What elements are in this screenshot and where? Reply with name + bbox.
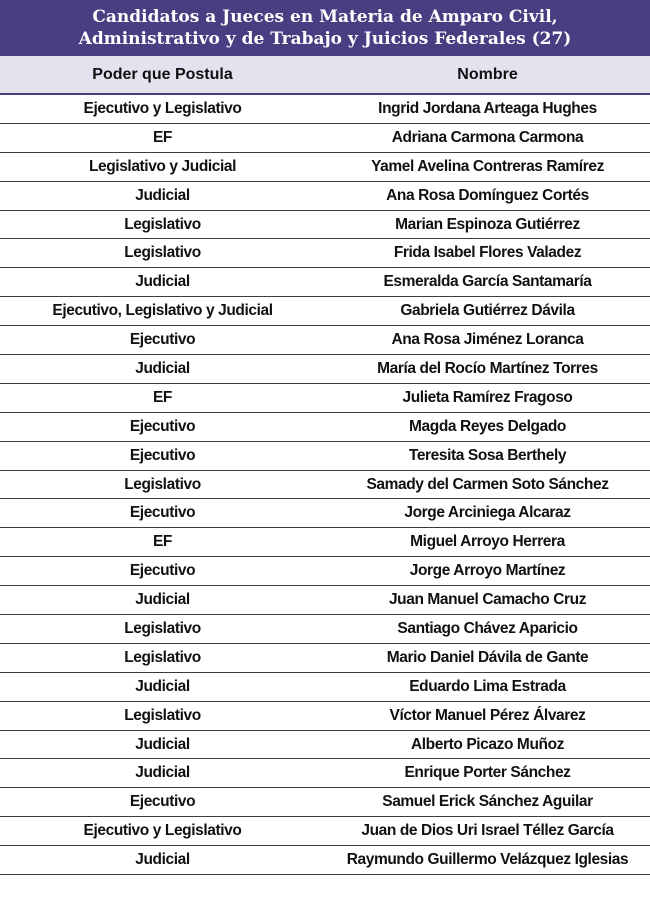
cell-nombre: Teresita Sosa Berthely — [408, 446, 567, 464]
cell-nombre: Eduardo Lima Estrada — [409, 677, 566, 695]
table-row — [0, 413, 650, 442]
cell-nombre: Juan Manuel Camacho Cruz — [388, 591, 587, 609]
cell-nombre: María del Rocío Martínez Torres — [377, 359, 598, 377]
cell-poder: Legislativo — [124, 648, 201, 666]
table-row — [0, 731, 650, 760]
cell-nombre: Frida Isabel Flores Valadez — [393, 244, 582, 262]
cell-nombre: Yamel Avelina Contreras Ramírez — [371, 157, 604, 175]
table-row — [0, 817, 650, 846]
cell-nombre: Juan de Dios Uri Israel Téllez García — [361, 822, 614, 840]
table-row — [0, 759, 650, 788]
table-row — [0, 846, 650, 875]
cell-nombre: Enrique Porter Sánchez — [404, 764, 571, 782]
cell-poder: Legislativo — [124, 244, 201, 262]
table-row — [0, 471, 650, 500]
title-line-1: Candidatos a Jueces en Materia de Amparo Civil, — [92, 7, 558, 27]
cell-poder: Judicial — [135, 359, 190, 377]
header-poder: Poder que Postula — [92, 65, 233, 83]
cell-nombre: Jorge Arciniega Alcaraz — [404, 504, 571, 522]
cell-nombre: Julieta Ramírez Fragoso — [402, 388, 573, 406]
cell-nombre: Alberto Picazo Muñoz — [410, 735, 565, 753]
table-row — [0, 124, 650, 153]
table-row — [0, 557, 650, 586]
cell-poder: Judicial — [135, 186, 190, 204]
cell-poder: EF — [152, 128, 172, 146]
cell-poder: Judicial — [135, 851, 190, 869]
cell-poder: Legislativo — [124, 619, 201, 637]
cell-poder: EF — [152, 533, 172, 551]
table-row — [0, 702, 650, 731]
table-row — [0, 211, 650, 240]
table-row — [0, 297, 650, 326]
cell-poder: Ejecutivo — [129, 331, 196, 349]
table-row — [0, 499, 650, 528]
cell-poder: Legislativo — [124, 475, 201, 493]
cell-nombre: Marian Espinoza Gutiérrez — [395, 215, 580, 233]
table-row — [0, 528, 650, 557]
cell-poder: Ejecutivo y Legislativo — [83, 822, 242, 840]
table-row — [0, 384, 650, 413]
cell-nombre: Ana Rosa Jiménez Loranca — [391, 331, 584, 349]
cell-nombre: Samady del Carmen Soto Sánchez — [366, 475, 609, 493]
table-row — [0, 788, 650, 817]
cell-poder: Ejecutivo — [129, 446, 196, 464]
table-row — [0, 268, 650, 297]
table-row — [0, 182, 650, 211]
table-row — [0, 644, 650, 673]
table-row — [0, 615, 650, 644]
cell-nombre: Víctor Manuel Pérez Álvarez — [389, 706, 586, 724]
cell-poder: Ejecutivo — [129, 793, 196, 811]
cell-poder: Legislativo y Judicial — [88, 157, 237, 175]
cell-poder: Ejecutivo — [129, 417, 196, 435]
cell-poder: EF — [152, 388, 172, 406]
cell-nombre: Jorge Arroyo Martínez — [409, 562, 566, 580]
cell-nombre: Ingrid Jordana Arteaga Hughes — [378, 99, 597, 117]
table-row — [0, 586, 650, 615]
cell-poder: Judicial — [135, 591, 190, 609]
cell-nombre: Mario Daniel Dávila de Gante — [386, 648, 589, 666]
cell-nombre: Ana Rosa Domínguez Cortés — [386, 186, 589, 204]
table-title — [0, 0, 650, 56]
cell-nombre: Samuel Erick Sánchez Aguilar — [382, 793, 593, 811]
cell-nombre: Adriana Carmona Carmona — [391, 128, 584, 146]
cell-poder: Legislativo — [124, 215, 201, 233]
header-nombre: Nombre — [457, 65, 518, 83]
cell-poder: Ejecutivo y Legislativo — [83, 99, 242, 117]
table-row — [0, 326, 650, 355]
cell-nombre: Esmeralda García Santamaría — [383, 273, 592, 291]
cell-poder: Ejecutivo — [129, 562, 196, 580]
table-row — [0, 153, 650, 182]
cell-poder: Ejecutivo — [129, 504, 196, 522]
cell-poder: Legislativo — [124, 706, 201, 724]
cell-poder: Ejecutivo, Legislativo y Judicial — [52, 302, 273, 320]
cell-nombre: Santiago Chávez Aparicio — [397, 619, 578, 637]
table-row — [0, 239, 650, 268]
cell-nombre: Magda Reyes Delgado — [409, 417, 566, 435]
table-row — [0, 95, 650, 124]
cell-poder: Judicial — [135, 764, 190, 782]
table-row — [0, 673, 650, 702]
cell-poder: Judicial — [135, 735, 190, 753]
cell-poder: Judicial — [135, 677, 190, 695]
title-line-2: Administrativo y de Trabajo y Juicios Federales (27) — [78, 29, 572, 49]
cell-poder: Judicial — [135, 273, 190, 291]
cell-nombre: Raymundo Guillermo Velázquez Iglesias — [346, 851, 629, 869]
table-row — [0, 355, 650, 384]
table-header — [0, 56, 650, 95]
cell-nombre: Gabriela Gutiérrez Dávila — [400, 302, 575, 320]
table-body — [0, 95, 650, 875]
cell-nombre: Miguel Arroyo Herrera — [410, 533, 565, 551]
table-row — [0, 442, 650, 471]
